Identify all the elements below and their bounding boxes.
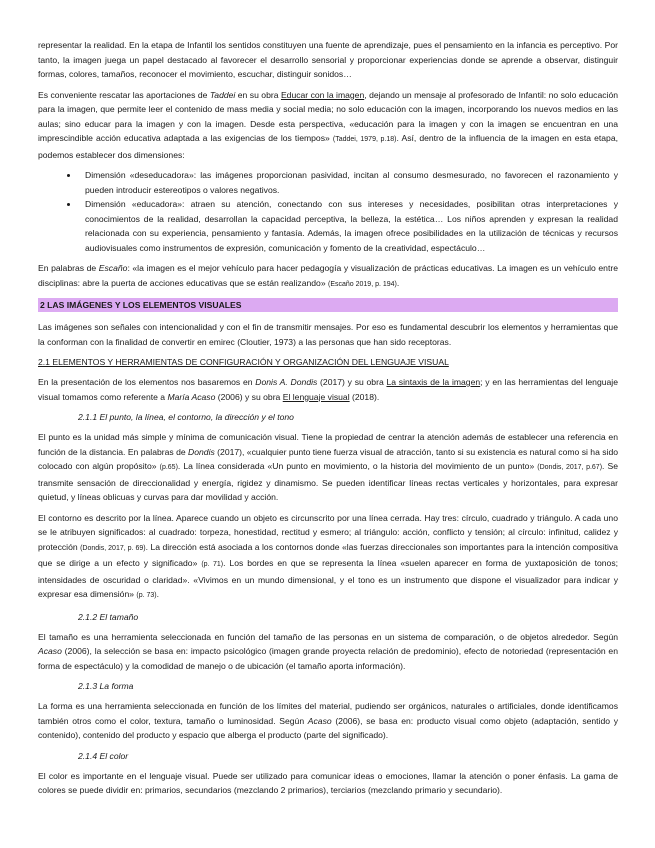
book-title-lenguaje: El lenguaje visual <box>282 391 350 402</box>
text-segment: . La línea considerada «Un punto en movimiento, o la historia del movimiento de un punto» <box>177 461 538 471</box>
author-dondis: Donis A. Dondis <box>255 377 318 387</box>
author-acaso: Acaso <box>38 646 62 656</box>
citation: (Dondis, 2017, p.67) <box>537 464 603 471</box>
text-segment: (2006) y su obra <box>215 391 283 402</box>
paragraph-contorno <box>38 511 618 604</box>
paragraph-escano <box>38 261 618 292</box>
paragraph-tamano <box>38 630 618 674</box>
paragraph-presentacion <box>38 375 618 404</box>
text-segment: . Así, dentro de la influencia de la imagen en esta etapa, podemos establecer dos dimensiones: <box>38 133 618 160</box>
subsubsection-heading: 2.1.1 El punto, la línea, el contorno, la dirección y el tono <box>78 412 294 422</box>
list-item: • Dimensión «deseducadora»: las imágenes proporcionan pasividad, incitan al consumo desmesurado, no favorecen el razonamiento y pueden introducir estereotipos o valores negativos. <box>79 168 618 197</box>
author-taddei: Taddei <box>209 89 236 100</box>
text-segment: : «la imagen es el mejor vehículo para hacer pedagogía y visualización de prácticas educativas. La imagen es un vehículo entre disciplinas: abre la puerta de acciones educativas que se están realizando» <box>38 263 618 288</box>
subsection-heading: 2.1 ELEMENTOS Y HERRAMIENTAS DE CONFIGURACIÓN Y ORGANIZACIÓN DEL LENGUAJE VISUAL <box>38 357 449 367</box>
text-segment: en su obra <box>235 89 281 100</box>
paragraph-forma <box>38 699 618 743</box>
citation: (Escaño 2019, p. 194) <box>328 280 397 288</box>
citation: (p. 73) <box>136 592 157 599</box>
subsubsection-heading: 2.1.3 La forma <box>78 681 134 691</box>
text-segment: . <box>156 589 160 599</box>
text-segment: (2018). <box>349 391 380 402</box>
text-segment: La forma es una herramienta seleccionada en función de los límites del material, pudiendo ser orgánicos, naturales o artificiales, donde identificamos también otros como el color, textura, tamaño o luminosidad. Según <box>38 701 618 726</box>
paragraph-color: El color es importante en el lenguaje visual. Puede ser utilizado para comunicar ideas o emociones, llamar la atención o poner énfasis. La gama de colores se puede dividir en: primarios, secundarios (mezclando 2 primarios), terciarios (mezclando primario y secundario). <box>38 770 618 795</box>
citation: (Dondis, 2017, p. 69) <box>80 544 146 552</box>
dimensions-list <box>38 168 618 255</box>
subsubsection-heading: 2.1.2 El tamaño <box>78 611 139 622</box>
text-segment: (2006), se basa en: producto visual como objeto (adaptación, sentido y contenido), contenido del producto y espacio que alberga el producto (parte del significado). <box>38 715 618 740</box>
book-title-sintaxis: La sintaxis de la imagen <box>386 377 481 387</box>
document-page <box>38 38 618 804</box>
author-acaso: Acaso <box>307 715 332 726</box>
text-segment: En la presentación de los elementos nos basaremos en <box>38 377 256 387</box>
text-segment: (2006), la selección se basa en: impacto psicológico (imagen grande proyecta relación de predominio), efecto de notoriedad (representación en forma de espectáculo) y la comodidad de manejo o de ubicación (el tamaño aporta información). <box>38 646 618 671</box>
text-segment: ; y en las herramientas del lenguaje visual tomamos como referente a <box>38 377 618 402</box>
author-dondis: Dondis <box>188 446 215 457</box>
citation: (p.65) <box>159 464 178 471</box>
list-item: • Dimensión «educadora»: atraen su atención, conectando con sus intereses y necesidades, posibilitan otras interpretaciones y conocimientos de la realidad, desarrollan la capacidad perceptiva, la belleza, la estética… Los niños aprenden y expresan la realidad relacionada con su experiencia, pensamiento y fantasía. Además, la imagen ofrece posibilidades en la utilización de técnicas y recursos audiovisuales como instrumentos de expresión, comunicación y fomento de la creatividad, espectáculo… <box>79 197 618 255</box>
paragraph-taddei <box>38 88 618 163</box>
text-segment: Es conveniente rescatar las aportaciones de <box>38 89 210 100</box>
paragraph-senales: Las imágenes son señales con intencionalidad y con el fin de transmitir mensajes. Por eso es fundamental descubrir los elementos y herramientas que la conforman con la finalidad de convertir en emirec (Cloutier, 1973) a las personas que han sido receptoras. <box>38 322 618 347</box>
book-title-educar: Educar con la imagen <box>280 89 365 100</box>
citation: (p. 71) <box>201 561 224 568</box>
text-segment: (2017) y su obra <box>317 377 387 387</box>
text-segment: El tamaño es una herramienta seleccionada en función del tamaño de las personas en un sistema de comparación, o de objetos alrededor. Según <box>38 631 618 642</box>
text-segment: , dejando un mensaje al profesorado de Infantil: no solo educación para la imagen, que permite leer el contenido de mass media y social media; no solo educación con la imagen, incorporando los nuevos medios en las aulas; sino educar para la imagen y con la imagen. Desde esta perspectiva, «educación para la imagen y con la imagen se encuentran en una imprescindible acción educativa adaptada a las exigencias de los tiempos» <box>38 89 618 143</box>
text-segment: El contorno es descrito por la línea. Aparece cuando un objeto es circunscrito por una línea cerrada. Hay tres: círculo, cuadrado y triángulo. A cada uno se le atribuyen significados: al cuadrado: torpeza, honestidad, rectitud y esmero; al triángulo: acción, conflicto y tensión; al círculo: infinitud, calidez y protección <box>38 512 618 552</box>
paragraph-intro-continued: representar la realidad. En la etapa de Infantil los sentidos constituyen una fuente de aprendizaje, pues el pensamiento en la infancia es perceptivo. Por tanto, la imagen juega un papel destacado al favorecer el desarrollo sensorial y proporcionar experiencias donde se aprende a observar, distinguir formas, colores, tamaños, reconocer el movimiento, escuchar, distinguir sonidos… <box>38 40 618 79</box>
section-heading: 2 LAS IMÁGENES Y LOS ELEMENTOS VISUALES <box>38 298 618 312</box>
author-acaso: María Acaso <box>167 391 216 402</box>
text-segment: . Los bordes en que se representa la línea «suelen aparecer en forma de yuxtaposición de tonos; intensidades de oscuridad o claridad». «Vivimos en un mundo dimensional, y el tono es un instrumento que dispone el visualizador para indicar y expresar esa dimensión» <box>38 558 619 599</box>
author-escano: Escaño <box>98 263 128 273</box>
paragraph-punto <box>38 430 618 505</box>
text-segment: . La dirección está asociada a los contornos donde «las fuerzas direccionales son importantes para la intención compositiva que se dirige a un efecto y significado» <box>38 541 618 568</box>
text-segment: . <box>396 277 400 288</box>
text-segment: (2017), «cualquier punto tiene fuerza visual de atracción, tanto si su existencia es natural como si ha sido colocado con algún propósito» <box>38 446 618 471</box>
text-segment: . Se transmite sensación de direccionalidad y energía, rigidez y dinamismo. Se pueden identificar líneas rectas verticales y horizontales, para expresar quietud, y líneas oblicuas y curvas para dar movilidad y acción. <box>38 461 618 502</box>
citation: (Taddei, 1979, p.18) <box>332 136 397 143</box>
text-segment: El punto es la unidad más simple y mínima de comunicación visual. Tiene la propiedad de centrar la atención además de establecer una referencia en función de la distancia. En palabras de <box>38 432 618 457</box>
text-segment: En palabras de <box>38 263 99 273</box>
subsubsection-heading: 2.1.4 El color <box>78 750 129 761</box>
